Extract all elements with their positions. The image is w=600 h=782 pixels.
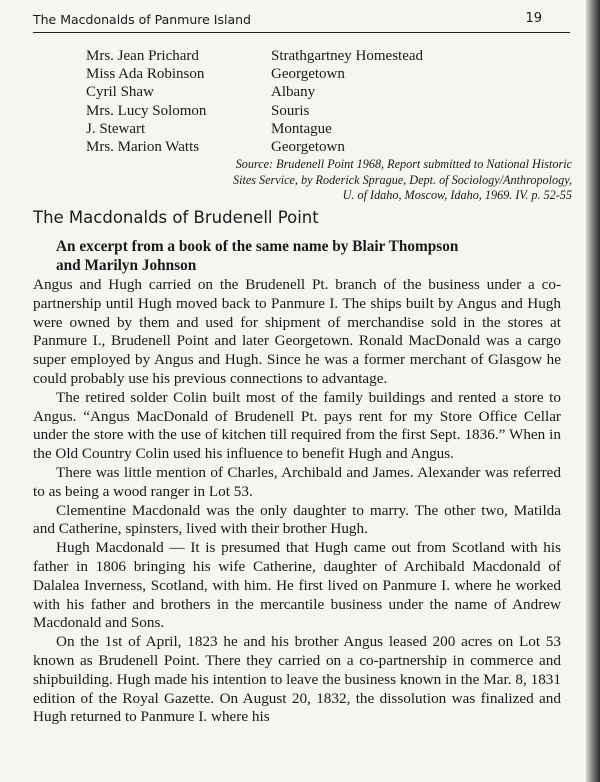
source-citation — [100, 157, 572, 204]
source-line: Source: Brudenell Point 1968, Report submitted to National Historic — [235, 157, 572, 171]
page-number: 19 — [525, 11, 542, 26]
person-place: Montague — [271, 120, 332, 137]
person-place: Georgetown — [271, 66, 345, 83]
source-line: Sites Service, by Roderick Sprague, Dept. of Sociology/Anthropology, — [232, 172, 572, 187]
paragraph: The retired solder Colin built most of the family buildings and rented a store to Angus. “Angus MacDonald of Brudenell Pt. pays rent for my Store Office Cellar under the store with the use of kitchen till required from the first Sept. 1836.” When in the Old Country Colin used his influence to benefit Hugh and Angus. — [33, 388, 561, 463]
name-row — [86, 65, 556, 83]
excerpt-line: An excerpt from a book of the same name by Blair Thompson — [56, 238, 459, 255]
person-place: Albany — [271, 84, 316, 101]
person-place: Souris — [271, 102, 310, 119]
person-name: Miss Ada Robinson — [86, 66, 205, 83]
excerpt-line: and Marilyn Johnson — [56, 257, 197, 274]
name-list — [86, 47, 556, 156]
paragraph: Clementine Macdonald was the only daughter to marry. The other two, Matilda and Catherine, spinsters, lived with their brother Hugh. — [33, 501, 561, 538]
page-edge-shadow — [586, 0, 600, 782]
running-title: The Macdonalds of Panmure Island — [33, 12, 251, 27]
source-line: U. of Idaho, Moscow, Idaho, 1969. IV. p. 52-55 — [342, 188, 572, 202]
running-header — [33, 10, 570, 33]
excerpt-subheading — [56, 237, 556, 275]
name-row — [86, 120, 556, 138]
paragraph: Angus and Hugh carried on the Brudenell Pt. branch of the business under a co-partnership until Hugh moved back to Panmure I. The ships built by Angus and Hugh were owned by them and used for shipment of merchandise sold in the stores at Panmure I., Brudenell Point and later Georgetown. Ronald MacDonald was a cargo super employed by Angus and Hugh. Since he was a former merchant of Glasgow he could probably use his previous connections to advantage. — [33, 276, 561, 387]
person-place: Strathgartney Homestead — [271, 48, 424, 64]
paragraph: On the 1st of April, 1823 he and his brother Angus leased 200 acres on Lot 53 known as Brudenell Point. There they carried on a co-partnership in commerce and shipbuilding. Hugh made his intention to leave the business known in the Mar. 8, 1831 edition of the Royal Gazette. On August 20, 1832, the dissolution was finalized and Hugh returned to Panmure I. where his — [33, 633, 561, 726]
person-place: Georgetown — [271, 139, 345, 156]
paragraph: Hugh Macdonald — It is presumed that Hugh came out from Scotland with his father in 1806 bringing his wife Catherine, daughter of Archibald Macdonald of Dalalea Inverness, Scotland, with him. He first lived on Panmure I. where he worked with his father and brothers in the mercantile business under the name of Andrew Macdonald and Sons. — [33, 539, 561, 632]
person-name: J. Stewart — [86, 120, 146, 137]
person-name: Mrs. Jean Prichard — [86, 48, 199, 64]
paragraph: There was little mention of Charles, Archibald and James. Alexander was referred to as being a wood ranger in Lot 53. — [33, 463, 561, 500]
name-row — [86, 47, 556, 65]
person-name: Mrs. Marion Watts — [86, 139, 200, 156]
body-text — [33, 276, 561, 727]
section-heading: The Macdonalds of Brudenell Point — [33, 208, 319, 227]
person-name: Mrs. Lucy Solomon — [86, 102, 207, 119]
name-row — [86, 138, 556, 156]
name-row — [86, 102, 556, 120]
person-name: Cyril Shaw — [86, 84, 154, 101]
name-row — [86, 83, 556, 101]
